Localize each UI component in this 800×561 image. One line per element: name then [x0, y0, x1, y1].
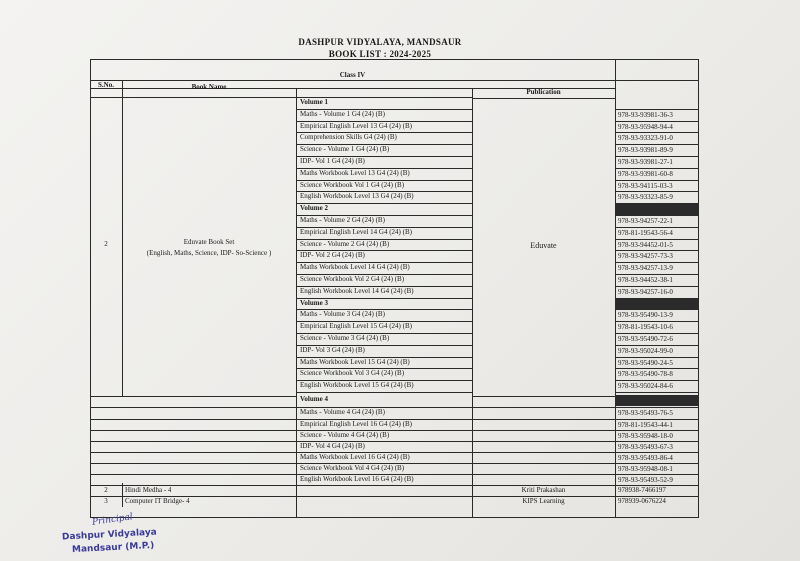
row-line	[615, 121, 698, 122]
header-bottom-line	[472, 98, 615, 99]
book-title: Science - Volume 4 G4 (24) (B)	[300, 431, 390, 439]
isbn: 978-93-95490-78-8	[618, 371, 673, 379]
isbn: 978-93-95948-94-4	[618, 123, 673, 131]
isbn: 978-93-93323-85-9	[618, 194, 673, 202]
row-line	[90, 485, 698, 486]
row-sno: 2	[104, 487, 108, 495]
volume-label: Volume 3	[300, 299, 328, 307]
row-line	[296, 286, 472, 287]
isbn: 978-93-94257-22-1	[618, 218, 673, 225]
row-line	[615, 239, 698, 240]
set-publisher: Eduvate	[530, 241, 557, 250]
row-line	[615, 368, 698, 369]
book-list-subtitle: BOOK LIST : 2024-2025	[328, 49, 432, 59]
book-title: Science - Volume 2 G4 (24) (B)	[300, 240, 390, 248]
book-title: Empirical English Level 16 G4 (24) (B)	[300, 420, 412, 428]
book-title: English Workbook Level 14 G4 (24) (B)	[300, 287, 414, 295]
school-title: DASHPUR VIDYALAYA, MANDSAUR	[298, 37, 462, 47]
publication-header: Publication	[526, 89, 561, 96]
row-line	[615, 345, 698, 346]
book-title: Maths - Volume 1 G4 (24) (B)	[300, 110, 385, 118]
row-line	[296, 132, 472, 133]
col-divider-publication	[472, 89, 473, 517]
row-line	[90, 474, 698, 475]
isbn: 978-93-95948-18-0	[618, 432, 673, 440]
isbn: 978-93-93323-91-0	[618, 135, 673, 143]
isbn: 978-93-95493-76-5	[618, 410, 673, 418]
book-title: Maths - Volume 2 G4 (24) (B)	[300, 217, 385, 224]
volume-label: Volume 4	[300, 396, 328, 403]
col-divider-book	[296, 89, 297, 517]
row-line	[615, 168, 698, 169]
book-title: Maths Workbook Level 15 G4 (24) (B)	[300, 358, 410, 366]
row-line	[296, 215, 472, 216]
row-line	[615, 109, 698, 110]
row-line	[615, 392, 698, 393]
row-line	[296, 239, 472, 240]
row-publisher: KIPS Learning	[522, 498, 565, 506]
header-line	[90, 80, 698, 81]
row-line	[615, 250, 698, 251]
isbn: 978-93-94257-13-9	[618, 265, 673, 273]
row-line	[90, 407, 698, 408]
row-line	[90, 496, 698, 497]
row-line	[615, 215, 698, 216]
row-book-name: Computer IT Bridge- 4	[125, 498, 190, 506]
row-line	[615, 144, 698, 145]
book-title: Maths Workbook Level 14 G4 (24) (B)	[300, 264, 410, 272]
row-line	[615, 309, 698, 310]
volume-label: Volume 1	[300, 99, 328, 106]
isbn: 978-93-94452-38-1	[618, 277, 673, 284]
set-bottom-line	[90, 396, 296, 397]
table-left-border	[90, 59, 91, 517]
row-line	[90, 452, 698, 453]
row-line	[615, 180, 698, 181]
row-line	[615, 262, 698, 263]
isbn: 978-93-95024-99-0	[618, 347, 673, 355]
isbn: 978-93-95490-24-5	[618, 359, 673, 367]
isbn: 978-93-93981-36-3	[618, 111, 673, 119]
row-line	[296, 298, 472, 299]
isbn: 978-93-95493-67-3	[618, 443, 673, 451]
book-title: Science Workbook Vol 2 G4 (24) (B)	[300, 276, 405, 283]
isbn: 978-93-93981-89-9	[618, 147, 673, 155]
book-title: Science - Volume 3 G4 (24) (B)	[300, 335, 390, 342]
stamp-line-1: Dashpur Vidyalaya	[61, 527, 158, 543]
row-book-name: Hindi Medha - 4	[125, 487, 172, 495]
row-line	[615, 357, 698, 358]
row-line	[615, 227, 698, 228]
book-title: Maths Workbook Level 16 G4 (24) (B)	[300, 453, 410, 461]
set-name: Eduvate Book Set	[183, 238, 235, 246]
row-line	[296, 121, 472, 122]
row-line	[90, 419, 698, 420]
isbn: 978-93-94452-01-5	[618, 241, 673, 249]
isbn: 978-93-95490-13-9	[618, 312, 673, 320]
book-title: Maths - Volume 3 G4 (24) (B)	[300, 311, 385, 319]
set-subjects: (English, Maths, Science, IDP- So-Science )	[146, 249, 272, 257]
row-line	[296, 357, 472, 358]
row-line	[296, 309, 472, 310]
row-line	[615, 156, 698, 157]
set-bottom-line	[472, 396, 615, 397]
book-title: English Workbook Level 16 G4 (24) (B)	[300, 476, 414, 483]
isbn: 978-81-19543-10-6	[618, 324, 673, 332]
row-line	[615, 380, 698, 381]
row-line	[296, 250, 472, 251]
isbn: 978-93-95493-52-9	[618, 477, 673, 484]
row-line	[615, 321, 698, 322]
isbn: 978939-0676224	[618, 498, 666, 506]
book-name-header: Book Name	[191, 84, 227, 91]
book-title: Science Workbook Vol 1 G4 (24) (B)	[300, 181, 405, 189]
book-title: Empirical English Level 13 G4 (24) (B)	[300, 122, 412, 130]
isbn: 978-93-94115-03-3	[618, 182, 673, 190]
row-line	[296, 191, 472, 192]
row-line	[296, 227, 472, 228]
row-line	[90, 463, 698, 464]
book-title: Empirical English Level 15 G4 (24) (B)	[300, 323, 412, 331]
row-sno: 3	[104, 498, 108, 506]
row-line	[296, 274, 472, 275]
row-line	[296, 345, 472, 346]
book-title: Science Workbook Vol 4 G4 (24) (B)	[300, 464, 405, 472]
row-line	[90, 441, 698, 442]
book-title: IDP- Vol 3 G4 (24) (B)	[300, 346, 365, 354]
header-divider	[615, 59, 616, 89]
row-line	[296, 380, 472, 381]
isbn: 978-93-95948-08-1	[618, 465, 673, 473]
row-line	[296, 144, 472, 145]
row-line	[615, 286, 698, 287]
row-line	[615, 191, 698, 192]
row-line	[296, 109, 472, 110]
sno-header: S.No.	[98, 82, 114, 89]
isbn: 978-81-19543-44-1	[618, 421, 673, 429]
isbn: 978-93-93981-60-8	[618, 170, 673, 178]
isbn: 978-93-95493-86-4	[618, 454, 673, 462]
shaded-cell	[616, 299, 698, 310]
book-title: IDP- Vol 1 G4 (24) (B)	[300, 158, 365, 165]
book-title: English Workbook Level 15 G4 (24) (B)	[300, 382, 414, 390]
table-bottom-border	[90, 517, 699, 518]
isbn: 978-81-19543-56-4	[618, 229, 673, 237]
col-divider-sno	[122, 483, 123, 507]
row-line	[296, 203, 472, 204]
row-line	[296, 368, 472, 369]
book-title: Maths - Volume 4 G4 (24) (B)	[300, 409, 385, 417]
principal-signature: Principal	[91, 512, 134, 528]
table-right-border	[698, 59, 699, 517]
shaded-cell	[616, 204, 698, 215]
row-line	[296, 168, 472, 169]
row-line	[296, 321, 472, 322]
header-bottom-line	[90, 97, 472, 98]
book-title: Science - Volume 1 G4 (24) (B)	[300, 146, 390, 154]
row-line	[296, 156, 472, 157]
row-line	[296, 262, 472, 263]
row-line	[615, 333, 698, 334]
row-publisher: Kriti Prakashan	[521, 487, 566, 495]
row-line	[296, 392, 472, 393]
book-title: English Workbook Level 13 G4 (24) (B)	[300, 193, 414, 201]
isbn: 978938-7466197	[618, 487, 666, 495]
isbn: 978-93-94257-16-0	[618, 288, 673, 296]
isbn: 978-93-93981-27-1	[618, 159, 673, 166]
stamp-line-2: Mandsaur (M.P.)	[71, 540, 155, 556]
set-sno: 2	[104, 240, 108, 248]
row-line	[296, 180, 472, 181]
book-title: Science Workbook Vol 3 G4 (24) (B)	[300, 370, 405, 378]
isbn: 978-93-94257-73-3	[618, 253, 673, 261]
row-line	[296, 333, 472, 334]
volume-label: Volume 2	[300, 205, 328, 213]
row-line	[615, 274, 698, 275]
class-label: Class IV	[339, 72, 366, 79]
book-title: Maths Workbook Level 13 G4 (24) (B)	[300, 169, 410, 177]
book-title: Comprehension Skills G4 (24) (B)	[300, 134, 397, 142]
row-line	[90, 430, 698, 431]
shaded-cell	[616, 395, 698, 406]
book-title: Empirical English Level 14 G4 (24) (B)	[300, 228, 412, 236]
book-title: IDP- Vol 2 G4 (24) (B)	[300, 252, 365, 260]
isbn: 978-93-95024-84-6	[618, 383, 673, 391]
book-title: IDP- Vol 4 G4 (24) (B)	[300, 442, 365, 450]
table-top-border	[90, 59, 698, 60]
isbn: 978-93-95490-72-6	[618, 336, 673, 343]
row-line	[615, 132, 698, 133]
